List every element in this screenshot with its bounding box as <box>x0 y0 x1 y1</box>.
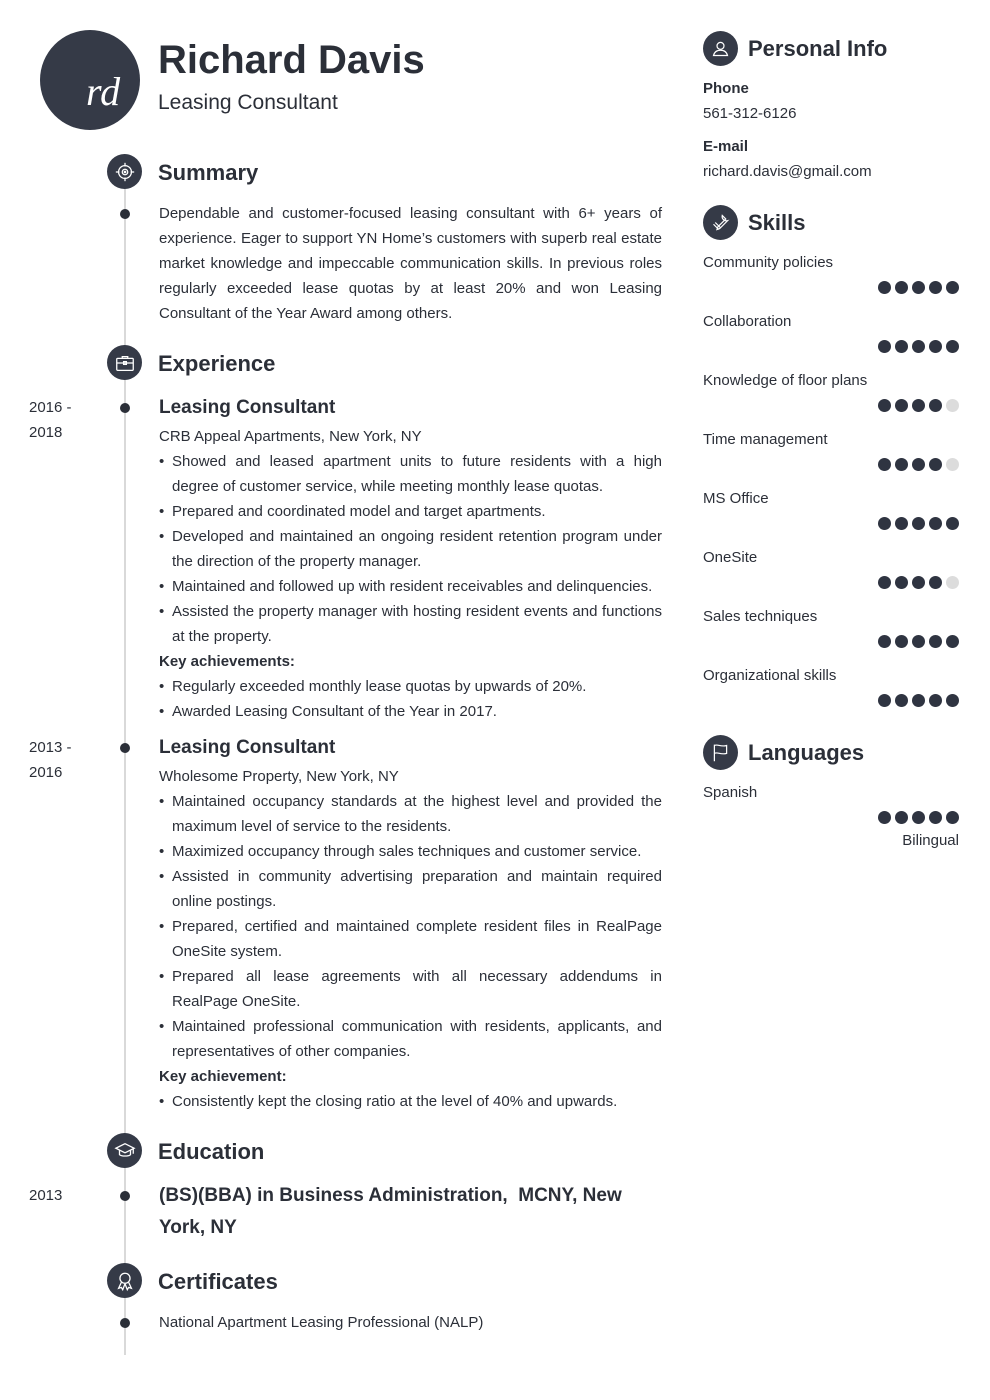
skill-name: Knowledge of floor plans <box>703 372 868 389</box>
skill-name: Sales techniques <box>703 608 818 625</box>
rating-dot-filled <box>929 458 942 471</box>
skill-rating <box>878 340 959 353</box>
skill-name: Collaboration <box>703 313 792 330</box>
user-icon <box>703 31 738 66</box>
list-item: • Showed and leased apartment units to future residents with a high degree of customer service, while meeting monthly lease quotas. <box>159 449 662 499</box>
list-item: • Assisted the property manager with hosting resident events and functions at the property. <box>159 599 662 649</box>
job-entry <box>159 395 662 724</box>
rating-dot-filled <box>912 517 925 530</box>
rating-dot-filled <box>895 694 908 707</box>
rating-dot-filled <box>929 694 942 707</box>
rating-dot-filled <box>929 576 942 589</box>
timeline-dot <box>120 209 130 219</box>
email-label: E-mail <box>703 138 749 155</box>
list-item: • Prepared and coordinated model and target apartments. <box>159 499 662 524</box>
list-item: • Maintained occupancy standards at the highest level and provided the maximum level of service to the residents. <box>159 789 662 839</box>
rating-dot-filled <box>878 340 891 353</box>
rating-dot-empty <box>946 576 959 589</box>
list-item: • Maintained and followed up with resident receivables and delinquencies. <box>159 574 662 599</box>
rating-dot-filled <box>878 635 891 648</box>
skill-name: Time management <box>703 431 828 448</box>
rating-dot-filled <box>912 458 925 471</box>
rating-dot-filled <box>878 694 891 707</box>
rating-dot-filled <box>912 281 925 294</box>
list-item: • Consistently kept the closing ratio at the level of 40% and upwards. <box>159 1089 662 1114</box>
phone-label: Phone <box>703 80 749 97</box>
rating-dot-filled <box>878 576 891 589</box>
job-date <box>29 395 89 445</box>
rating-dot-filled <box>895 517 908 530</box>
language-rating <box>878 811 959 824</box>
rating-dot-filled <box>912 399 925 412</box>
rating-dot-filled <box>878 811 891 824</box>
rating-dot-filled <box>895 281 908 294</box>
education-degree: (BS)(BBA) in Business Administration, MCNY, New York, NY <box>159 1185 627 1238</box>
rating-dot-filled <box>895 576 908 589</box>
list-item: • Prepared, certified and maintained complete resident files in RealPage OneSite system. <box>159 914 662 964</box>
personal-info-title: Personal Info <box>748 36 888 61</box>
rating-dot-filled <box>895 635 908 648</box>
list-item: • Maximized occupancy through sales techniques and customer service. <box>159 839 662 864</box>
skill-name: OneSite <box>703 549 758 566</box>
summary-title: Summary <box>158 160 259 185</box>
rating-dot-filled <box>878 517 891 530</box>
language-name: Spanish <box>703 784 758 801</box>
rating-dot-filled <box>912 635 925 648</box>
languages-title: Languages <box>748 740 865 765</box>
summary-text: Dependable and customer-focused leasing consultant with 6+ years of experience. Eager to support YN Home’s customers with superb real estate market knowledge and impeccable communication skills. In previous roles regularly exceeded lease quotas by at least 20% and won Leasing Consultant of the Year Award among others. <box>159 205 662 322</box>
timeline-dot <box>120 1318 130 1328</box>
avatar <box>40 30 140 130</box>
certificate-item: National Apartment Leasing Professional (NALP) <box>159 1314 484 1331</box>
rating-dot-filled <box>946 694 959 707</box>
job-date-end: 2018 <box>29 424 63 441</box>
job-achievements <box>159 674 662 724</box>
rating-dot-filled <box>895 340 908 353</box>
skill-name: Organizational skills <box>703 667 837 684</box>
certificates-title: Certificates <box>158 1269 278 1294</box>
skill-rating <box>878 399 959 412</box>
avatar-initials: rd <box>86 69 121 114</box>
rating-dot-filled <box>929 635 942 648</box>
rating-dot-filled <box>929 340 942 353</box>
rating-dot-filled <box>895 458 908 471</box>
job-company: Wholesome Property, New York, NY <box>159 768 399 785</box>
rating-dot-filled <box>895 811 908 824</box>
education-date: 2013 <box>29 1187 63 1204</box>
rating-dot-filled <box>946 281 959 294</box>
rating-dot-filled <box>946 811 959 824</box>
job-date-start: 2013 - <box>29 739 72 756</box>
experience-title: Experience <box>158 351 276 376</box>
rating-dot-empty <box>946 399 959 412</box>
rating-dot-filled <box>878 458 891 471</box>
list-item: • Maintained professional communication with residents, applicants, and representatives of other companies. <box>159 1014 662 1064</box>
job-title: Leasing Consultant <box>159 737 336 758</box>
timeline-dot <box>120 403 130 413</box>
briefcase-icon <box>107 345 142 380</box>
rating-dot-empty <box>946 458 959 471</box>
job-date <box>29 735 89 785</box>
timeline-dot <box>120 743 130 753</box>
skill-rating <box>878 635 959 648</box>
skill-name: Community policies <box>703 254 834 271</box>
flag-icon <box>703 735 738 770</box>
target-icon <box>107 154 142 189</box>
key-achievement-label: Key achievement: <box>159 1068 287 1085</box>
rating-dot-filled <box>912 694 925 707</box>
education-title: Education <box>158 1139 265 1164</box>
skill-rating <box>878 458 959 471</box>
timeline-dot <box>120 1191 130 1201</box>
rating-dot-filled <box>878 281 891 294</box>
rating-dot-filled <box>946 340 959 353</box>
list-item: • Assisted in community advertising preparation and maintain required online postings. <box>159 864 662 914</box>
job-entry <box>159 735 662 1114</box>
list-item: • Developed and maintained an ongoing resident retention program under the direction of the property manager. <box>159 524 662 574</box>
skill-rating <box>878 281 959 294</box>
skill-rating <box>878 517 959 530</box>
list-item: • Awarded Leasing Consultant of the Year in 2017. <box>159 699 662 724</box>
rating-dot-filled <box>895 399 908 412</box>
key-achievements-label: Key achievements: <box>159 653 295 670</box>
job-duties <box>159 449 662 649</box>
rating-dot-filled <box>878 399 891 412</box>
list-item: • Prepared all lease agreements with all necessary addendums in RealPage OneSite. <box>159 964 662 1014</box>
rating-dot-filled <box>929 517 942 530</box>
rating-dot-filled <box>912 576 925 589</box>
phone-value: 561-312-6126 <box>703 105 797 122</box>
job-company: CRB Appeal Apartments, New York, NY <box>159 428 422 445</box>
list-item: • Regularly exceeded monthly lease quotas by upwards of 20%. <box>159 674 662 699</box>
tools-icon <box>703 205 738 240</box>
skills-title: Skills <box>748 210 806 235</box>
rating-dot-filled <box>929 811 942 824</box>
job-title: Leasing Consultant <box>159 397 336 418</box>
rating-dot-filled <box>912 340 925 353</box>
job-duties <box>159 789 662 1064</box>
skill-rating <box>878 694 959 707</box>
rating-dot-filled <box>912 811 925 824</box>
candidate-role: Leasing Consultant <box>158 91 338 114</box>
candidate-name: Richard Davis <box>158 38 425 82</box>
email-value: richard.davis@gmail.com <box>703 163 872 180</box>
job-achievements <box>159 1089 662 1114</box>
skill-rating <box>878 576 959 589</box>
skill-name: MS Office <box>703 490 769 507</box>
rating-dot-filled <box>946 635 959 648</box>
rating-dot-filled <box>929 281 942 294</box>
rating-dot-filled <box>946 517 959 530</box>
language-level: Bilingual <box>902 832 959 849</box>
job-date-start: 2016 - <box>29 399 72 416</box>
rating-dot-filled <box>929 399 942 412</box>
job-date-end: 2016 <box>29 764 63 781</box>
graduation-cap-icon <box>107 1133 142 1168</box>
award-ribbon-icon <box>107 1263 142 1298</box>
